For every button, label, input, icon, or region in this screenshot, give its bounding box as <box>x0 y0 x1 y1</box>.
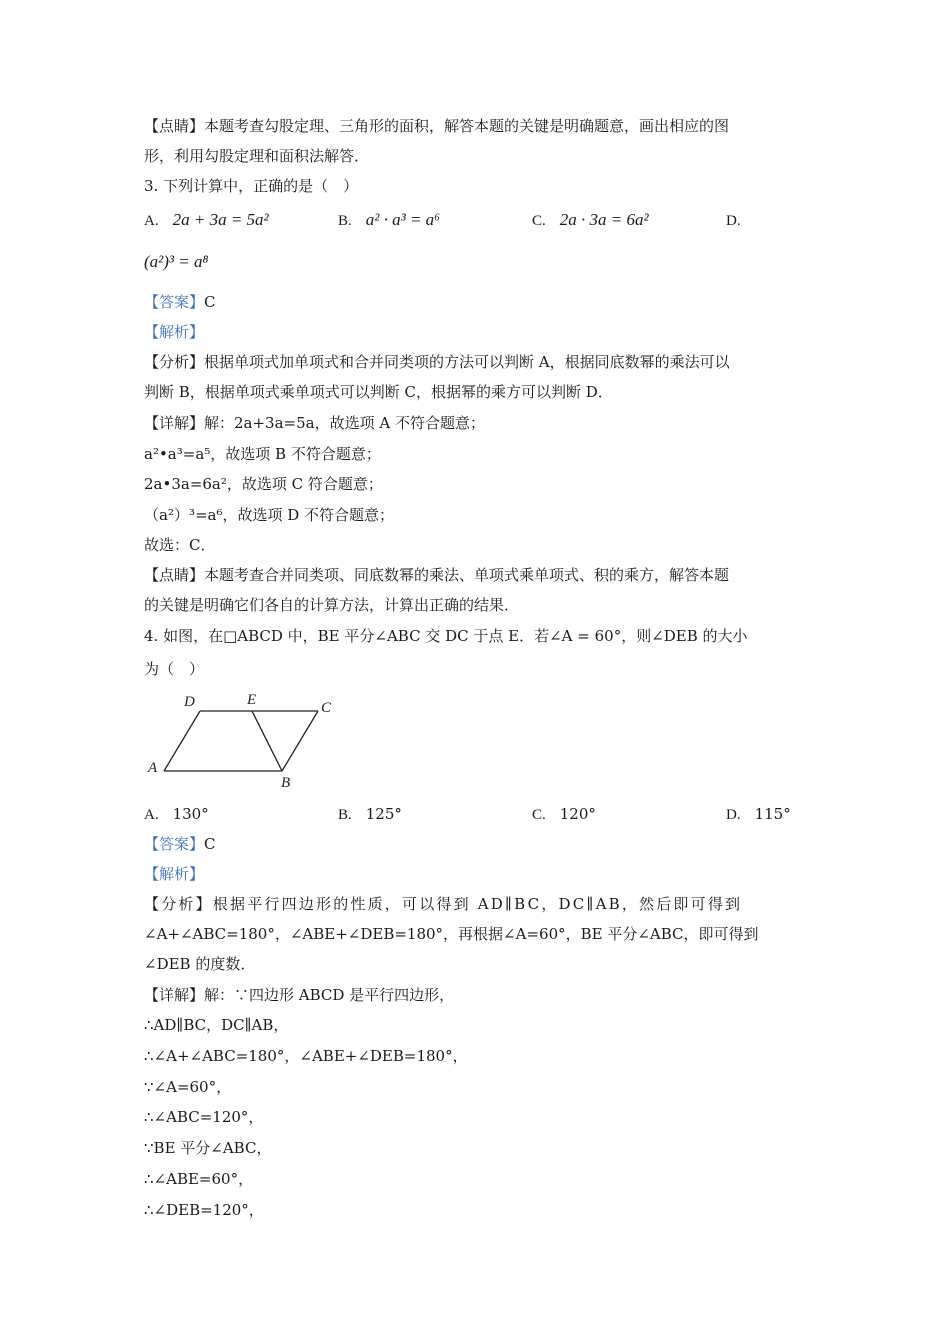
q4-option-c <box>532 804 596 825</box>
q4-detail-line8: ∴∠DEB=120°， <box>144 1201 264 1219</box>
q4-analysis-tag: 【解析】 <box>144 865 205 883</box>
q3-fenxi-line2: 判断 B，根据单项式乘单项式可以判断 C，根据幂的乘方可以判断 D． <box>144 383 613 401</box>
q3-detail-line3: 2a•3a=6a²，故选项 C 符合题意； <box>144 475 383 493</box>
q3-answer <box>144 292 216 312</box>
vertex-label-d: D <box>184 694 195 710</box>
q2-dianjing-line2: 形，利用勾股定理和面积法解答． <box>144 147 370 165</box>
q4-option-c-label: C. <box>532 807 546 823</box>
q3-answer-tag: 【答案】 <box>144 293 205 311</box>
q4-fenxi-line3: ∠DEB 的度数． <box>144 955 256 973</box>
q4-detail-line3: ∴∠A+∠ABC=180°，∠ABE+∠DEB=180°， <box>144 1047 468 1065</box>
q4-detail-line6: ∵BE 平分∠ABC， <box>144 1139 272 1157</box>
q4-answer-tag: 【答案】 <box>144 835 205 853</box>
q3-fenxi-line1: 【分析】根据单项式加单项式和合并同类项的方法可以判断 A，根据同底数幂的乘法可以 <box>144 353 730 371</box>
q4-detail-line1: 【详解】解：∵四边形 ABCD 是平行四边形， <box>144 986 455 1004</box>
q3-option-d <box>726 210 755 231</box>
q3-option-a <box>144 210 269 231</box>
vertex-label-a: A <box>148 760 158 776</box>
q4-option-b-value: 125° <box>365 805 402 823</box>
q3-option-b-expr: a² · a³ = a⁶ <box>365 210 441 229</box>
q3-stem: 3. 下列计算中，正确的是（ ） <box>144 177 359 195</box>
q3-option-d-expr-row <box>144 252 208 272</box>
q4-option-b <box>338 804 402 825</box>
q2-dianjing-line1: 【点睛】本题考查勾股定理、三角形的面积，解答本题的关键是明确题意，画出相应的图 <box>144 117 730 135</box>
q3-dianjing-line1: 【点睛】本题考查合并同类项、同底数幂的乘法、单项式乘单项式、积的乘方，解答本题 <box>144 566 730 584</box>
q3-option-b-label: B. <box>338 213 352 229</box>
q4-detail-line7: ∴∠ABE=60°， <box>144 1170 254 1188</box>
edge-bc <box>282 711 318 771</box>
q3-option-a-expr: 2a + 3a = 5a² <box>172 210 269 229</box>
q4-detail-line2: ∴AD∥BC，DC∥AB， <box>144 1016 289 1034</box>
q3-option-b <box>338 210 440 231</box>
q3-option-d-label: D. <box>726 213 741 229</box>
q3-option-c-label: C. <box>532 213 546 229</box>
q4-stem-line2: 为（ ） <box>144 660 205 678</box>
q4-fenxi-line2: ∠A+∠ABC=180°，∠ABE+∠DEB=180°，再根据∠A=60°，BE 平分∠ABC，即可得到 <box>144 925 759 943</box>
q3-option-c-expr: 2a · 3a = 6a² <box>559 210 649 229</box>
q3-detail-line1: 【详解】解：2a+3a=5a，故选项 A 不符合题意； <box>144 414 485 432</box>
q3-detail-line2: a²•a³=a⁵，故选项 B 不符合题意； <box>144 445 381 463</box>
q4-option-d <box>726 804 791 825</box>
q3-option-c <box>532 210 649 231</box>
q3-dianjing-line2: 的关键是明确它们各自的计算方法，计算出正确的结果． <box>144 596 520 614</box>
q4-option-c-value: 120° <box>559 805 596 823</box>
q4-detail-line5: ∴∠ABC=120°， <box>144 1108 264 1126</box>
q4-detail-line4: ∵∠A=60°， <box>144 1078 232 1096</box>
q3-detail-line5: 故选：C． <box>144 536 216 554</box>
q3-answer-value: C <box>204 293 216 311</box>
q3-analysis-tag: 【解析】 <box>144 323 205 341</box>
vertex-label-b: B <box>281 775 291 791</box>
q4-fenxi-line1: 【分析】根据平行四边形的性质，可以得到 AD∥BC，DC∥AB，然后即可得到 <box>144 895 743 913</box>
q3-detail-line4: （a²）³=a⁶，故选项 D 不符合题意； <box>144 506 395 524</box>
parallelogram-figure <box>144 688 344 794</box>
q4-option-a-value: 130° <box>172 805 209 823</box>
q4-option-d-value: 115° <box>754 805 791 823</box>
segment-be <box>252 711 282 771</box>
q4-option-a <box>144 804 209 825</box>
q4-option-b-label: B. <box>338 807 352 823</box>
q4-stem-line1: 4. 如图，在□ABCD 中，BE 平分∠ABC 交 DC 于点 E．若∠A = 60°，则∠DEB 的大小 <box>144 627 748 645</box>
q4-answer-value: C <box>204 835 216 853</box>
q4-answer <box>144 834 216 854</box>
vertex-label-c: C <box>321 700 332 716</box>
q3-option-a-label: A. <box>144 213 159 229</box>
q4-option-d-label: D. <box>726 807 741 823</box>
edge-ad <box>164 711 200 771</box>
vertex-label-e: E <box>247 692 257 708</box>
q3-option-d-expr: (a²)³ = a⁸ <box>144 252 209 271</box>
q4-option-a-label: A. <box>144 807 159 823</box>
